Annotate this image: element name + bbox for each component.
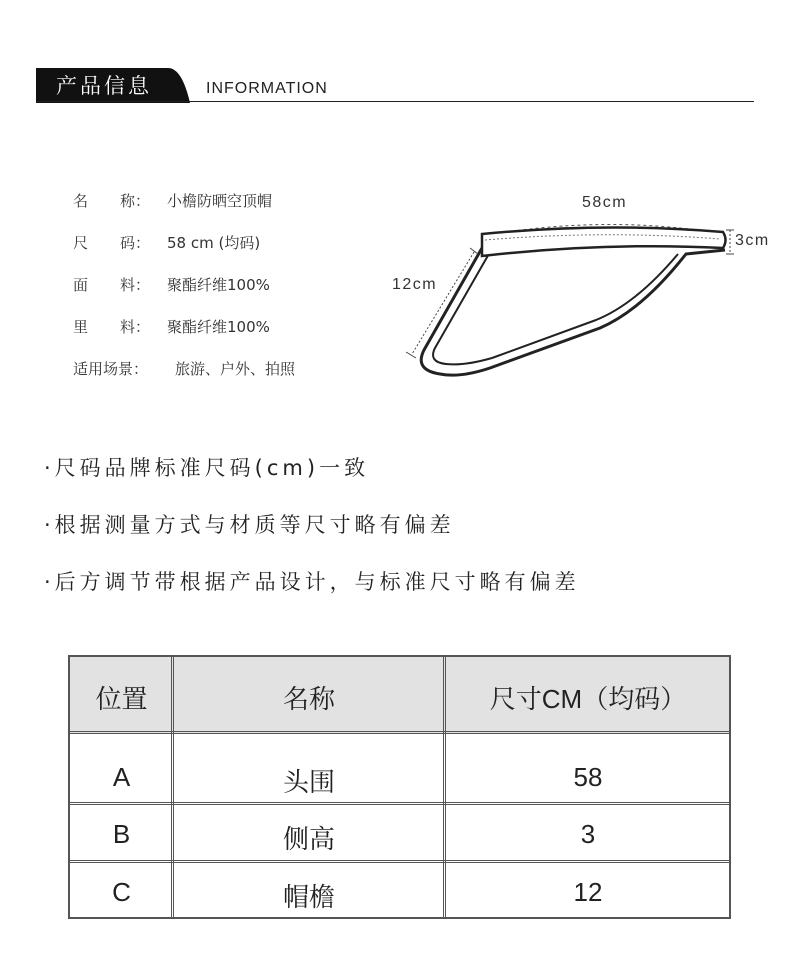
- spec-key-char: 称：: [120, 192, 151, 210]
- spec-key-char: 面: [73, 276, 89, 294]
- table-cell: 3: [580, 819, 596, 849]
- row-divider: [70, 802, 729, 805]
- table-header-name: 名称: [282, 684, 335, 714]
- spec-key: 适用场景：: [73, 360, 149, 378]
- note-item: ·根据测量方式与材质等尺寸略有偏差: [44, 513, 455, 537]
- size-table: [68, 655, 731, 919]
- table-cell: C: [112, 877, 131, 907]
- note-item: ·尺码品牌标准尺码(cm)一致: [44, 456, 370, 480]
- table-cell: 头围: [282, 767, 335, 797]
- table-cell: B: [112, 819, 131, 849]
- table-header-size: 尺寸CM（均码）: [489, 684, 687, 714]
- visor-diagram: [390, 190, 780, 390]
- spec-key-char: 尺: [73, 234, 89, 252]
- spec-row-fabric: [73, 274, 270, 296]
- table-cell: 12: [573, 877, 603, 907]
- row-divider: [70, 860, 729, 863]
- spec-value: 聚酯纤维100%: [167, 276, 270, 294]
- table-cell: 侧高: [282, 824, 335, 854]
- table-cell: 58: [573, 762, 603, 792]
- spec-key-char: 料：: [120, 276, 151, 294]
- table-header-position: 位置: [95, 684, 148, 714]
- section-subtitle: INFORMATION: [206, 80, 328, 97]
- label-circumference: 58cm: [582, 194, 628, 211]
- spec-key-char: 名: [73, 192, 89, 210]
- label-side-height: 3cm: [735, 232, 770, 249]
- spec-row-lining: [73, 316, 270, 338]
- table-cell: 帽檐: [282, 882, 335, 912]
- spec-row-usage: [73, 358, 296, 380]
- section-title: 产品信息: [56, 74, 152, 98]
- spec-key-char: 料：: [120, 318, 151, 336]
- header-divider: [36, 101, 754, 102]
- spec-key-char: 码：: [120, 234, 151, 252]
- spec-value: 58 cm (均码): [167, 234, 261, 252]
- table-cell: A: [112, 762, 131, 792]
- spec-value: 小檐防晒空顶帽: [167, 192, 273, 210]
- spec-value: 旅游、户外、拍照: [175, 360, 296, 378]
- note-item: ·后方调节带根据产品设计，与标准尺寸略有偏差: [44, 570, 580, 594]
- spec-key-char: 里: [73, 318, 89, 336]
- label-brim-length: 12cm: [392, 276, 438, 293]
- spec-row-name: [73, 190, 273, 212]
- spec-value: 聚酯纤维100%: [167, 318, 270, 336]
- spec-row-size: [73, 232, 261, 254]
- visor-drawing: [390, 190, 780, 390]
